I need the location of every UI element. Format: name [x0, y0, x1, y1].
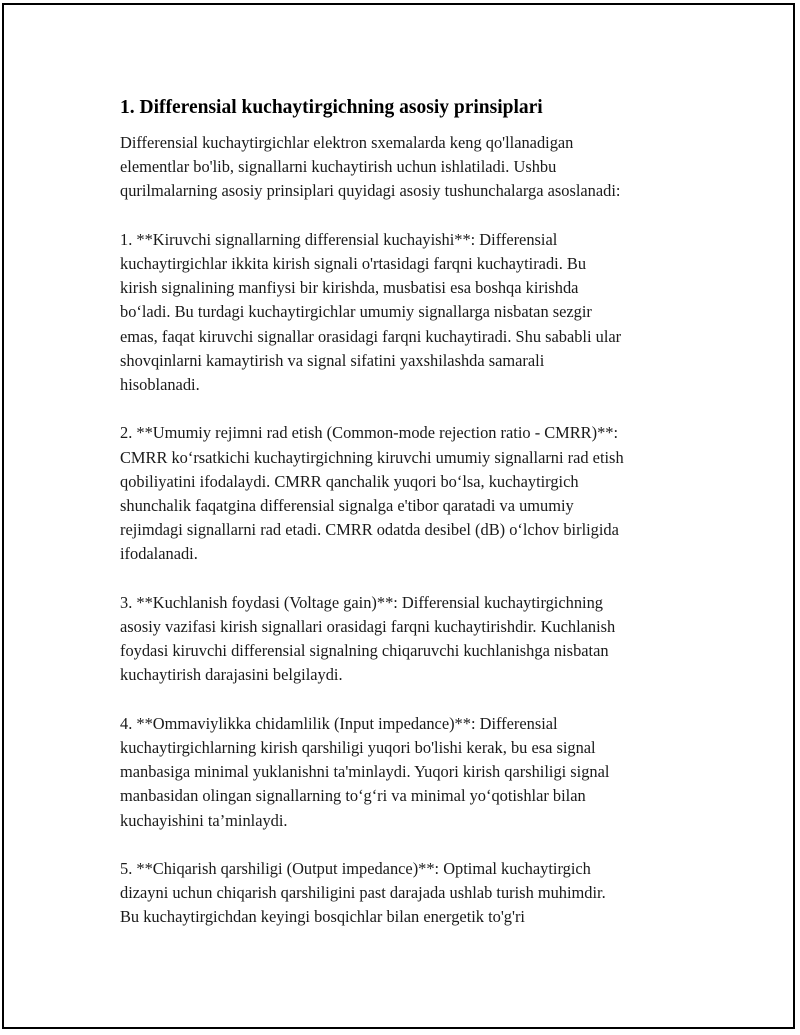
text-line: qurilmalarning asosiy prinsiplari quyidagi asosiy tushunchalarga asoslanadi: — [120, 181, 621, 201]
paragraph — [120, 857, 700, 930]
text-line: dizayni uchun chiqarish qarshiligini past darajada ushlab turish muhimdir. — [120, 883, 606, 903]
section-heading: 1. Differensial kuchaytirgichning asosiy prinsiplari — [120, 97, 543, 118]
paragraph — [120, 131, 700, 204]
text-line: kuchayishini ta’minlaydi. — [120, 810, 288, 830]
text-line: shovqinlarni kamaytirish va signal sifatini yaxshilashda samarali — [120, 350, 545, 370]
paragraph-list — [120, 131, 700, 930]
text-line: kuchaytirgichlarning kirish qarshiligi yuqori bo'lishi kerak, bu esa signal — [120, 738, 596, 758]
text-line: Differensial kuchaytirgichlar elektron sxemalarda keng qo'llanadigan — [120, 133, 574, 152]
text-line: qobiliyatini ifodalaydi. CMRR qanchalik yuqori bo‘lsa, kuchaytirgich — [120, 471, 579, 491]
text-line: hisoblanadi. — [120, 375, 200, 395]
text-line: CMRR ko‘rsatkichi kuchaytirgichning kiruvchi umumiy signallarni rad etish — [120, 447, 624, 467]
text-line: manbasiga minimal yuklanishni ta'minlaydi. Yuqori kirish qarshiligi signal — [120, 762, 610, 782]
paragraph — [120, 591, 700, 688]
text-line: manbasidan olingan signallarning to‘g‘ri va minimal yo‘qotishlar bilan — [120, 786, 586, 806]
text-line: 4. **Ommaviylikka chidamlilik (Input impedance)**: Differensial — [120, 713, 558, 733]
paragraph — [120, 228, 700, 397]
paragraph — [120, 421, 700, 566]
text-line: emas, faqat kiruvchi signallar orasidagi farqni kuchaytiradi. Shu sababli ular — [120, 326, 622, 346]
document-page — [2, 3, 795, 1029]
text-line: 3. **Kuchlanish foydasi (Voltage gain)**: Differensial kuchaytirgichning — [120, 592, 603, 612]
text-line: ifodalanadi. — [120, 544, 198, 564]
paragraph — [120, 712, 700, 833]
text-line: 1. **Kiruvchi signallarning differensial kuchayishi**: Differensial — [120, 229, 558, 249]
text-line: Bu kuchaytirgichdan keyingi bosqichlar bilan energetik to'g'ri — [120, 907, 525, 927]
text-line: 2. **Umumiy rejimni rad etish (Common-mode rejection ratio - CMRR)**: — [120, 423, 619, 443]
document-body — [120, 95, 700, 954]
text-line: asosiy vazifasi kirish signallari orasidagi farqni kuchaytirishdir. Kuchlanish — [120, 617, 616, 637]
text-line: rejimdagi signallarni rad etadi. CMRR odatda desibel (dB) o‘lchov birligida — [120, 520, 619, 540]
text-line: foydasi kiruvchi differensial signalning chiqaruvchi kuchlanishga nisbatan — [120, 641, 609, 661]
text-line: kuchaytirgichlar ikkita kirish signali o'rtasidagi farqni kuchaytiradi. Bu — [120, 254, 587, 273]
text-line: elementlar bo'lib, signallarni kuchaytirish uchun ishlatiladi. Ushbu — [120, 157, 557, 177]
text-line: kuchaytirish darajasini belgilaydi. — [120, 665, 343, 685]
text-line: 5. **Chiqarish qarshiligi (Output impedance)**: Optimal kuchaytirgich — [120, 859, 591, 879]
text-line: shunchalik faqatgina differensial signalga e'tibor qaratadi va umumiy — [120, 496, 574, 516]
text-line: kirish signalining manfiysi bir kirishda, musbatisi esa boshqa kirishda — [120, 278, 579, 298]
text-line: bo‘ladi. Bu turdagi kuchaytirgichlar umumiy signallarga nisbatan sezgir — [120, 302, 592, 322]
